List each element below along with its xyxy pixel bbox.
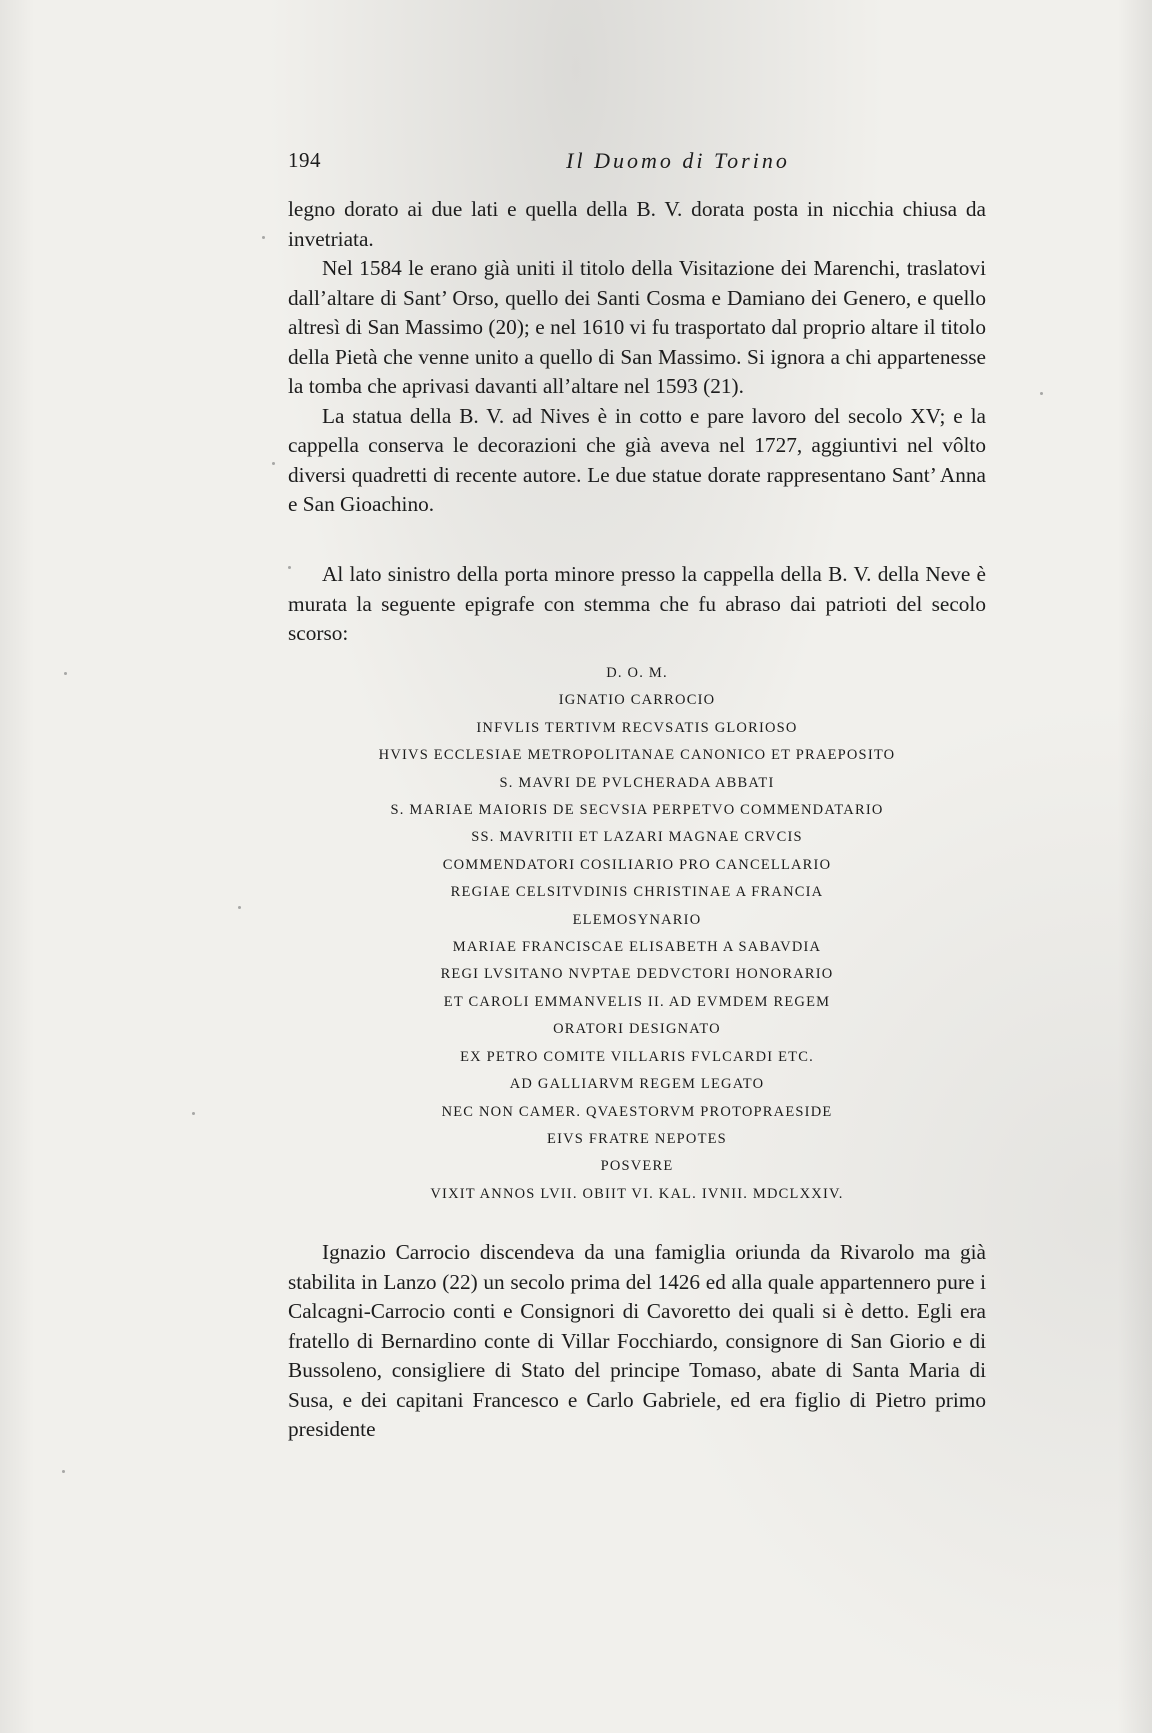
inscription-line: EX PETRO COMITE VILLARIS FVLCARDI ETC. (460, 1048, 814, 1065)
inscription-line: ORATORI DESIGNATO (553, 1021, 721, 1038)
scan-speck (62, 1470, 65, 1473)
inscription-line: S. MAVRI DE PVLCHERADA ABBATI (499, 774, 775, 791)
inscription-line: REGI LVSITANO NVPTAE DEDVCTORI HONORARIO (440, 966, 834, 983)
inscription-line: AD GALLIARVM REGEM LEGATO (509, 1076, 765, 1093)
inscription-line: HVIVS ECCLESIAE METROPOLITANAE CANONICO ET PRAEPOSITO (378, 747, 896, 764)
inscription-line: POSVERE (600, 1158, 674, 1175)
body-text-epigraph-intro (288, 560, 986, 649)
paragraph-titles: Nel 1584 le erano già uniti il titolo della Visitazione dei Marenchi, traslatovi dall’altare di Sant’ Orso, quello dei Santi Cosma e Damiano dei Genero, e quello altresì di San Massimo (20); e nel 1610 vi fu trasportato dal proprio altare il titolo della Pietà che venne unito a quello di San Massimo. Si ignora a chi appartenesse la tomba che aprivasi davanti all’altare nel 1593 (21). (288, 256, 986, 398)
inscription-line: ELEMOSYNARIO (572, 911, 702, 928)
paragraph-epigraph-intro: Al lato sinistro della porta minore presso la cappella della B. V. della Neve è murata la seguente epigrafe con stemma che fu abraso dai patrioti del secolo scorso: (288, 562, 986, 645)
scan-speck (288, 566, 291, 569)
scan-speck (192, 1112, 195, 1115)
scan-speck (64, 672, 67, 675)
inscription-line: INFVLIS TERTIVM RECVSATIS GLORIOSO (476, 719, 798, 736)
inscription-line: VIXIT ANNOS LVII. OBIIT VI. KAL. IVNII. MDCLXXIV. (430, 1185, 844, 1202)
running-title: Il Duomo di Torino (566, 148, 790, 173)
scan-speck (1040, 392, 1043, 395)
inscription-line: SS. MAVRITII ET LAZARI MAGNAE CRVCIS (471, 829, 803, 846)
page-header (288, 148, 988, 178)
inscription-line: REGIAE CELSITVDINIS CHRISTINAE A FRANCIA (450, 884, 824, 901)
paragraph-statue: La statua della B. V. ad Nives è in cotto e pare lavoro del secolo XV; e la cappella conserva le decorazioni che già aveva nel 1727, aggiuntivi nel vôlto diversi quadretti di recente autore. Le due statue dorate rappresentano Sant’ Anna e San Gioachino. (288, 403, 986, 516)
inscription-line: IGNATIO CARROCIO (558, 692, 716, 709)
page-number: 194 (288, 148, 321, 172)
scan-speck (272, 462, 275, 465)
body-text-top (288, 195, 986, 520)
inscription-line: MARIAE FRANCISCAE ELISABETH A SABAVDIA (452, 939, 822, 956)
inscription-line: NEC NON CAMER. QVAESTORVM PROTOPRAESIDE (441, 1103, 833, 1120)
body-text-bottom (288, 1238, 986, 1445)
inscription-line: EIVS FRATRE NEPOTES (547, 1130, 727, 1147)
inscription-line: ET CAROLI EMMANVELIS II. AD EVMDEM REGEM (443, 993, 831, 1010)
scan-speck (262, 236, 265, 239)
epigraph-inscription (288, 660, 986, 1208)
inscription-line: D. O. M. (606, 665, 668, 681)
inscription-line: S. MARIAE MAIORIS DE SECVSIA PERPETVO COMMENDATARIO (390, 802, 884, 819)
paragraph-continuation: legno dorato ai due lati e quella della B. V. dorata posta in nicchia chiusa da invetriata. (288, 197, 986, 251)
paragraph-carrocio: Ignazio Carrocio discendeva da una famiglia oriunda da Rivarolo ma già stabilita in Lanzo (22) un secolo prima del 1426 ed alla quale appartennero pure i Calcagni-Carrocio conti e Consignori di Cavoretto dei quali si è detto. Egli era fratello di Bernardino conte di Villar Focchiardo, consignore di San Giorio e di Bussoleno, consigliere di Stato del principe Tomaso, abate di Santa Maria di Susa, e dei capitani Francesco e Carlo Gabriele, ed era figlio di Pietro primo presidente (288, 1240, 986, 1441)
inscription-line: COMMENDATORI COSILIARIO PRO CANCELLARIO (442, 856, 832, 873)
scan-speck (238, 906, 241, 909)
